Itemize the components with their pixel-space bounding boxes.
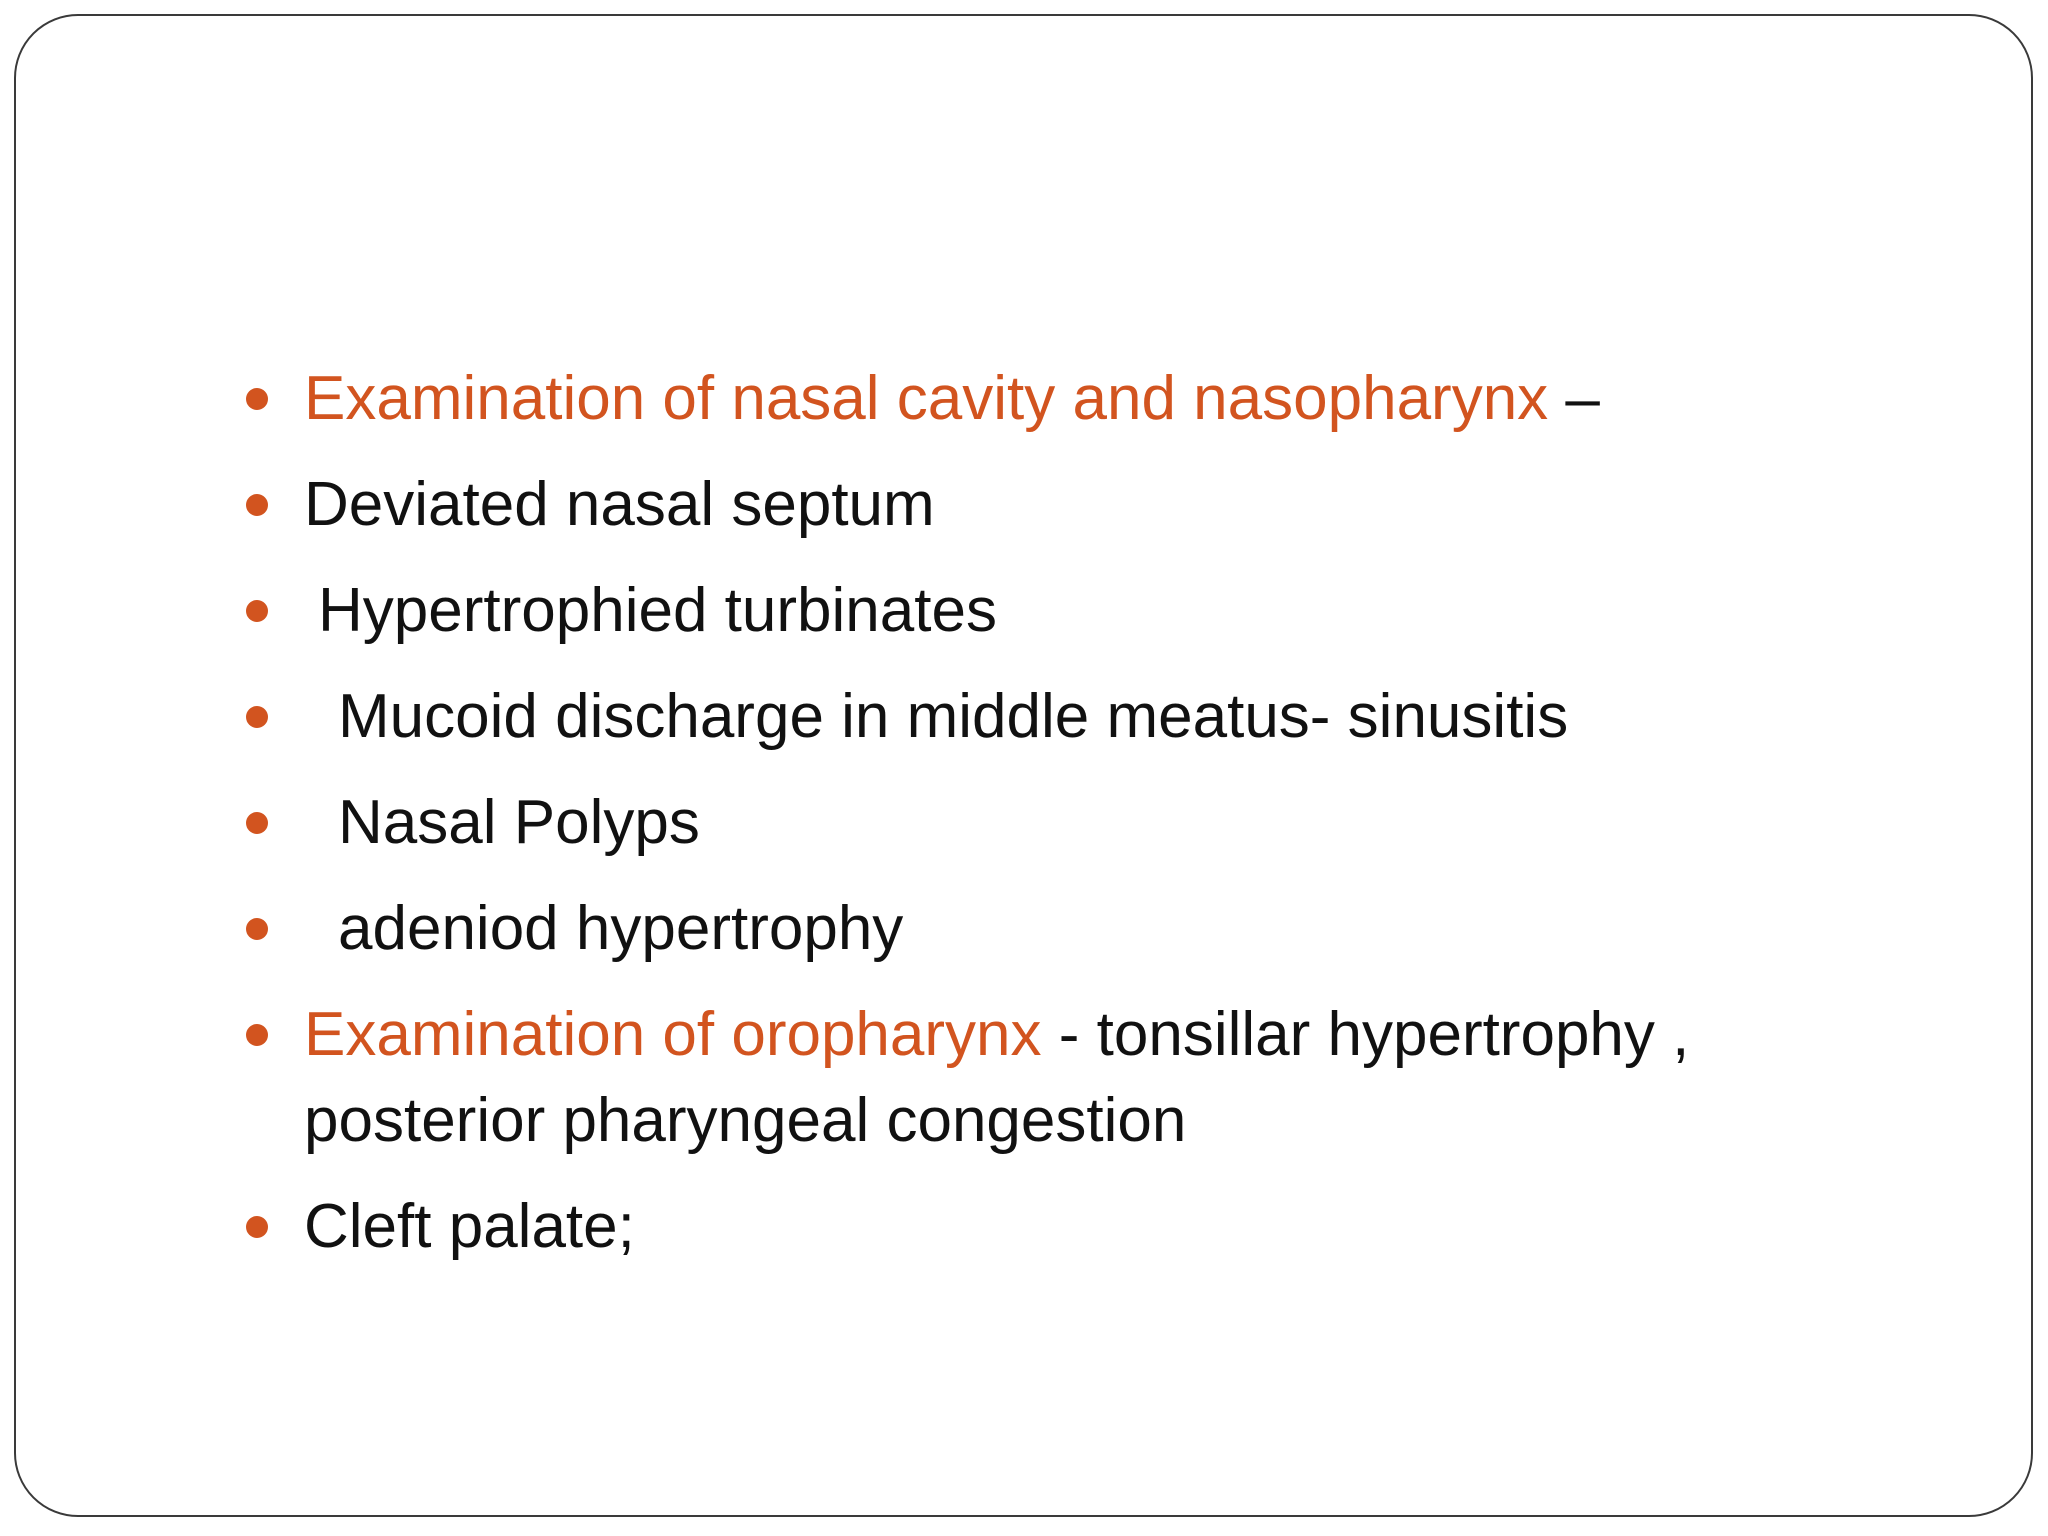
- list-item: [244, 886, 1944, 972]
- list-item: [244, 462, 1944, 548]
- bullet-dot-icon: [246, 1216, 268, 1238]
- bullet-dot-icon: [246, 1024, 268, 1046]
- list-item: [244, 568, 1944, 654]
- bullet-text: Mucoid discharge in middle meatus- sinusitis: [338, 682, 1569, 751]
- bullet-text: adeniod hypertrophy: [338, 894, 904, 963]
- bullet-dot-icon: [246, 918, 268, 940]
- slide-frame: [14, 14, 2033, 1517]
- list-item: [244, 780, 1944, 866]
- list-item: [244, 992, 1824, 1164]
- bullet-text: Deviated nasal septum: [304, 470, 935, 539]
- bullet-text: Hypertrophied turbinates: [318, 576, 997, 645]
- list-item: [244, 674, 1944, 760]
- bullet-accent-text: Examination of nasal cavity and nasopharynx: [304, 364, 1549, 433]
- bullet-dot-icon: [246, 494, 268, 516]
- bullet-dot-icon: [246, 812, 268, 834]
- bullet-text: Nasal Polyps: [338, 788, 700, 857]
- bullet-accent-text: Examination of oropharynx: [304, 1000, 1042, 1069]
- bullet-dot-icon: [246, 706, 268, 728]
- bullet-text: Cleft palate;: [304, 1192, 635, 1261]
- bullet-text: - tonsillar hypertrophy , posterior pharyngeal congestion: [304, 1000, 1690, 1155]
- list-item: [244, 1184, 1944, 1270]
- bullet-text: –: [1548, 364, 1600, 433]
- bullet-dot-icon: [246, 388, 268, 410]
- bullet-list: [244, 356, 1944, 1290]
- list-item: [244, 356, 1944, 442]
- bullet-dot-icon: [246, 600, 268, 622]
